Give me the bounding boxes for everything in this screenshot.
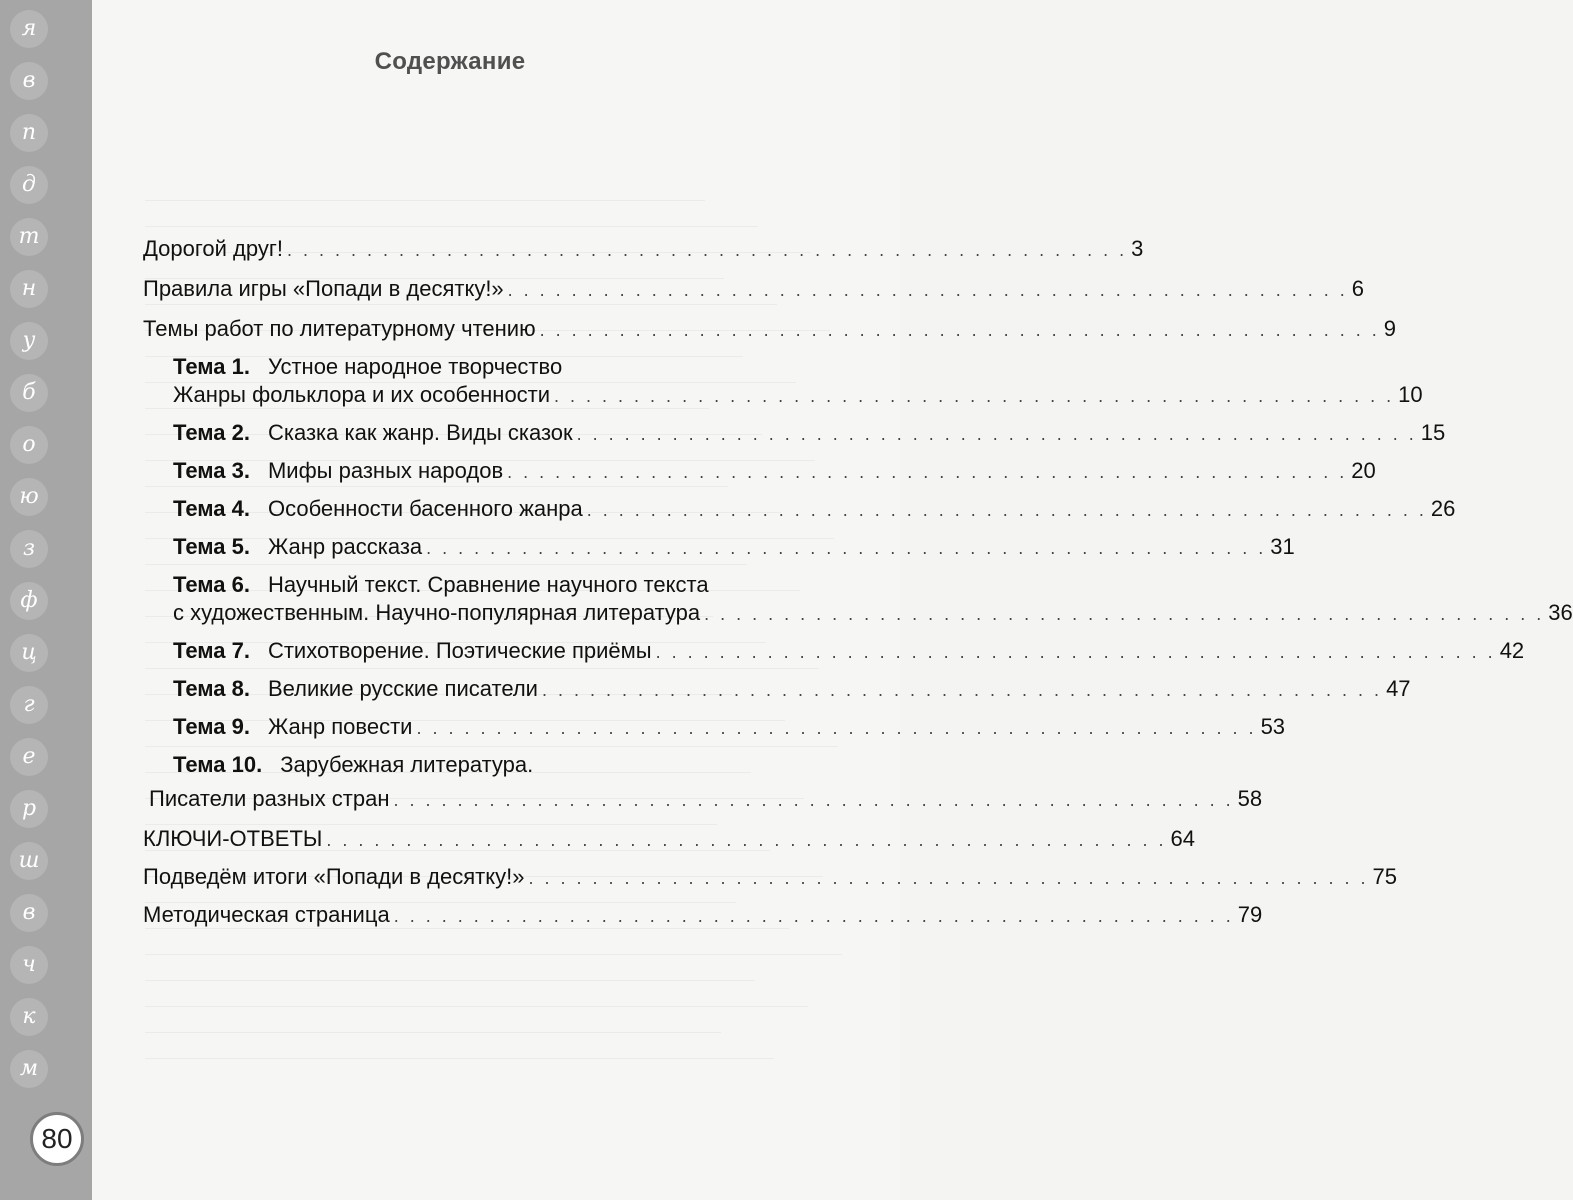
topic-line [173,710,412,744]
topic-line [173,672,538,706]
topic-label: Тема 8. [173,676,250,701]
toc-row [143,898,1263,932]
leader-dots: . . . . . . . . . . . . . . . . . . . . . . . . . . . . . . . . . . . . . . . . . . . . . . . . . . . . . [326,830,1167,850]
topic-label: Тема 2. [173,420,250,445]
toc-row [173,416,1446,450]
topic-title: Мифы разных народов [267,458,504,483]
toc-row [173,672,1411,706]
toc-row [143,860,1398,894]
decorative-letter: р [10,790,48,828]
leader-dots: . . . . . . . . . . . . . . . . . . . . . . . . . . . . . . . . . . . . . . . . . . . . . . . . . . . . . [416,718,1257,738]
decorative-letter: ф [10,582,48,620]
topic-line [173,748,533,782]
topic-label: Тема 3. [173,458,250,483]
toc-entry-text: Подведём итоги «Попади в десятку!» [143,864,525,889]
decorative-letter: я [10,10,48,48]
show-through-line [145,981,808,1007]
page-ref: 3 [1131,236,1144,261]
topic-label: Тема 5. [173,534,250,559]
leader-dots: . . . . . . . . . . . . . . . . . . . . . . . . . . . . . . . . . . . . . . . . . . . . . . . . . . . . . [655,642,1496,662]
toc-row [173,378,1423,412]
decorative-letter: е [10,738,48,776]
toc-row [173,530,1295,564]
leader-dots: . . . . . . . . . . . . . . . . . . . . . . . . . . . . . . . . . . . . . . . . . . . . . . . . . . . . . [576,424,1417,444]
topic-title: Особенности басенного жанра [267,496,583,521]
toc-row [173,596,1573,630]
toc-row [143,312,1396,346]
decorative-letter: ч [10,946,48,984]
decorative-letter: н [10,270,48,308]
topic-title: Жанр рассказа [267,534,423,559]
toc-entry-text: КЛЮЧИ-ОТВЕТЫ [143,826,323,851]
leader-dots: . . . . . . . . . . . . . . . . . . . . . . . . . . . . . . . . . . . . . . . . . . . . . . . . . . . . . [704,604,1545,624]
decorative-letter: к [10,998,48,1036]
topic-label: Тема 4. [173,496,250,521]
toc-row [143,822,1195,856]
page-ref: 20 [1351,458,1376,483]
toc-row [149,782,1263,816]
page-ref: 47 [1386,676,1411,701]
decorative-letter: ю [10,478,48,516]
page-title: Содержание [374,48,526,75]
toc-row [173,492,1456,526]
show-through-line [145,201,758,227]
decorative-letter: ц [10,634,48,672]
decorative-letter: о [10,426,48,464]
page-ref: 9 [1383,316,1396,341]
show-through-line [145,1007,721,1033]
topic-title: Научный текст. Сравнение научного текста [267,572,709,597]
page-ref: 31 [1270,534,1295,559]
topic-title: с художественным. Научно-популярная литература [173,600,701,625]
show-through-line [145,1033,774,1059]
topic-label: Тема 10. [173,752,263,777]
page-ref: 10 [1398,382,1423,407]
page-ref: 75 [1372,864,1398,889]
topic-label: Тема 9. [173,714,250,739]
toc-entry-text: Темы работ по литературному чтению [143,316,536,341]
topic-title: Писатели разных стран [149,786,390,811]
leader-dots: . . . . . . . . . . . . . . . . . . . . . . . . . . . . . . . . . . . . . . . . . . . . . . . . . . . . . [554,386,1395,406]
topic-label: Тема 6. [173,572,250,597]
page-ref: 36 [1548,600,1573,625]
topic-title: Сказка как жанр. Виды сказок [267,420,573,445]
leader-dots: . . . . . . . . . . . . . . . . . . . . . . . . . . . . . . . . . . . . . . . . . . . . . . . . . . . . . [426,538,1267,558]
page-ref: 79 [1237,902,1263,927]
page-ref: 64 [1170,826,1195,851]
leader-dots: . . . . . . . . . . . . . . . . . . . . . . . . . . . . . . . . . . . . . . . . . . . . . . . . . . . . . [507,462,1348,482]
toc-row [173,454,1376,488]
toc-entry-text: Дорогой друг! [143,236,283,261]
topic-line [149,782,390,816]
leader-dots: . . . . . . . . . . . . . . . . . . . . . . . . . . . . . . . . . . . . . . . . . . . . . . . . . . . . . [287,240,1128,260]
topic-line [173,378,550,412]
topic-label: Тема 7. [173,638,250,663]
page-number: 80 [30,1112,84,1166]
topic-line [173,530,422,564]
topic-title: Жанры фольклора и их особенности [173,382,551,407]
decorative-letter: у [10,322,48,360]
topic-title: Устное народное творчество [267,354,563,379]
decorative-letter: т [10,218,48,256]
page-ref: 6 [1351,276,1365,301]
toc-row [173,748,840,782]
topic-line [173,492,583,526]
decorative-letter: в [10,894,48,932]
decorative-letter: ш [10,842,48,880]
toc-row [143,232,1144,266]
decorative-letter-strip [0,0,92,1200]
decorative-letter: в [10,62,48,100]
leader-dots: . . . . . . . . . . . . . . . . . . . . . . . . . . . . . . . . . . . . . . . . . . . . . . . . . . . . . [507,280,1348,300]
topic-line [173,634,652,668]
decorative-letter: д [10,166,48,204]
decorative-letter: б [10,374,48,412]
topic-line [173,596,700,630]
topic-title: Зарубежная литература. [280,752,534,777]
toc-row [143,272,1365,306]
topic-title: Жанр повести [267,714,413,739]
toc-entry-text: Методическая страница [143,902,390,927]
page-ref: 42 [1499,638,1525,663]
toc-row [173,710,1286,744]
topic-label: Тема 1. [173,354,250,379]
leader-dots: . . . . . . . . . . . . . . . . . . . . . . . . . . . . . . . . . . . . . . . . . . . . . . . . . . . . . [541,680,1383,700]
show-through-line [145,955,755,981]
topic-title: Великие русские писатели [267,676,538,701]
leader-dots: . . . . . . . . . . . . . . . . . . . . . . . . . . . . . . . . . . . . . . . . . . . . . . . . . . . . . [393,790,1234,810]
leader-dots: . . . . . . . . . . . . . . . . . . . . . . . . . . . . . . . . . . . . . . . . . . . . . . . . . . . . . [586,500,1427,520]
toc-row [173,634,1525,668]
topic-line [173,454,503,488]
decorative-letter: з [10,530,48,568]
show-through-line [145,175,705,201]
page-ref: 15 [1420,420,1446,445]
leader-dots: . . . . . . . . . . . . . . . . . . . . . . . . . . . . . . . . . . . . . . . . . . . . . . . . . . . . . [528,868,1369,888]
decorative-letter: п [10,114,48,152]
topic-line [173,416,573,450]
toc-entry-text: Правила игры «Попади в десятку!» [143,276,504,301]
topic-title: Стихотворение. Поэтические приёмы [267,638,652,663]
decorative-letter: г [10,686,48,724]
page-ref: 53 [1260,714,1286,739]
leader-dots: . . . . . . . . . . . . . . . . . . . . . . . . . . . . . . . . . . . . . . . . . . . . . . . . . . . . . [539,320,1380,340]
leader-dots: . . . . . . . . . . . . . . . . . . . . . . . . . . . . . . . . . . . . . . . . . . . . . . . . . . . . . [393,906,1234,926]
decorative-letter: м [10,1050,48,1088]
page-ref: 26 [1430,496,1456,521]
page-ref: 58 [1237,786,1263,811]
